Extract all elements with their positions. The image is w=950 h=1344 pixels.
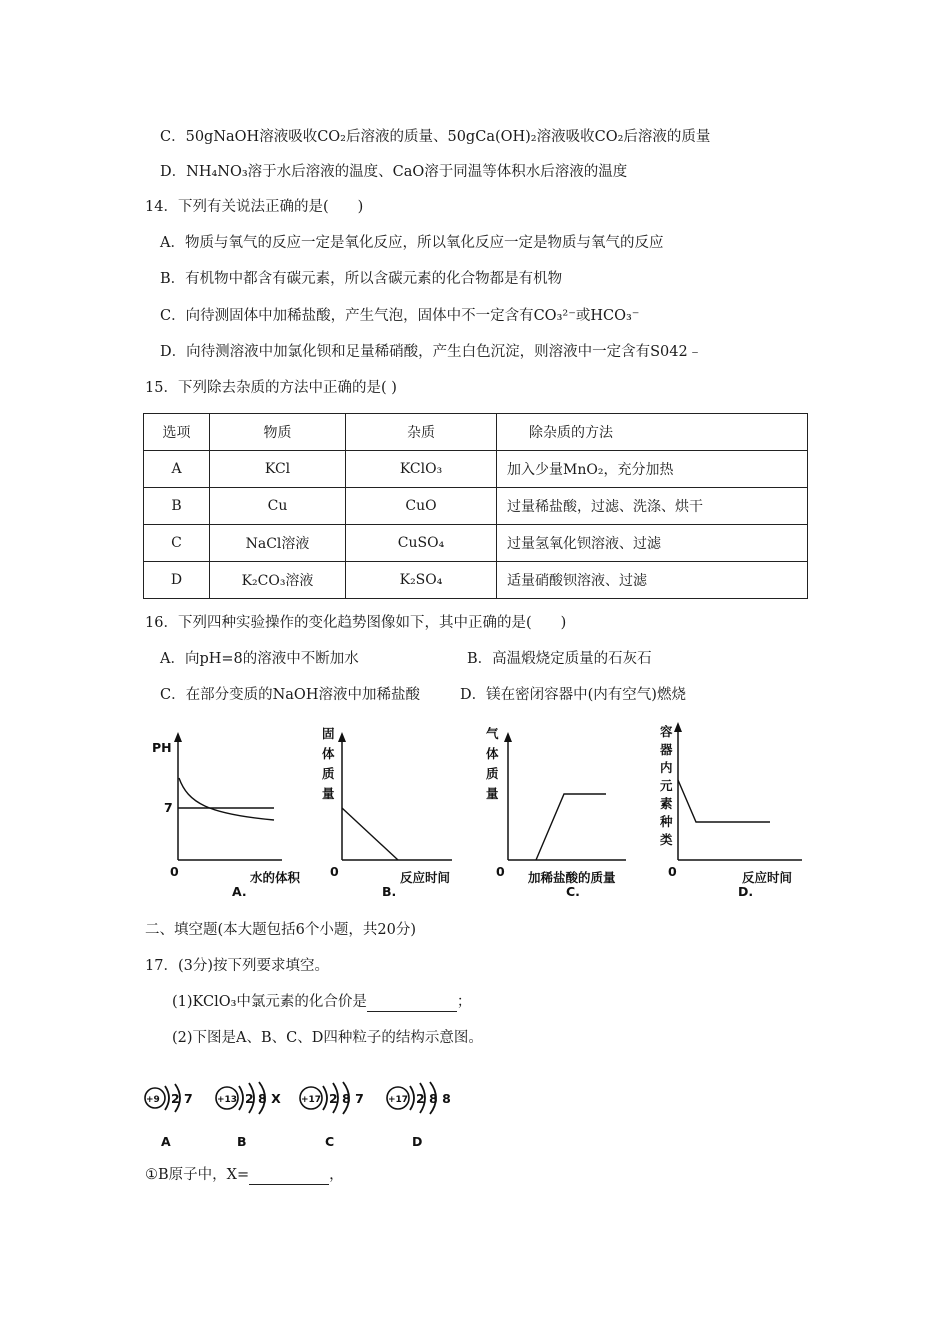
- table-cell: A: [144, 451, 210, 488]
- impurity-table: [143, 413, 808, 599]
- atom-c-shells: 2 8 7: [329, 1091, 364, 1106]
- table-cell: CuO: [346, 488, 497, 525]
- table-cell: KClO₃: [346, 451, 497, 488]
- atom-diagram-d: [384, 1082, 474, 1156]
- q17-part1-text: (1)KClO₃中氯元素的化合价是: [172, 994, 367, 1010]
- atom-d-shells: 2 8 8: [416, 1091, 451, 1106]
- q17-part1: [172, 992, 471, 1012]
- graph-b-letter: B.: [382, 884, 397, 899]
- table-row: [144, 451, 808, 488]
- graph-d-letter: D.: [738, 884, 754, 899]
- section-title: 二、填空题(本大题包括6个小题，共20分): [145, 922, 416, 938]
- atom-c-letter: C: [325, 1134, 335, 1149]
- atom-c-nucleus: +17: [301, 1095, 322, 1105]
- q17-sub1-end: ，: [329, 1167, 344, 1183]
- graph-b-origin: 0: [330, 864, 339, 879]
- graph-d-ylabel-2: 器: [660, 742, 673, 757]
- atom-d-letter: D: [412, 1134, 423, 1149]
- table-cell: KCl: [210, 451, 346, 488]
- q13-option-c: C．50gNaOH溶液吸收CO₂后溶液的质量、50gCa(OH)₂溶液吸收CO₂后溶液的质量: [160, 129, 711, 145]
- q13-option-d: D．NH₄NO₃溶于水后溶液的温度、CaO溶于同温等体积水后溶液的温度: [160, 164, 628, 180]
- atom-d-nucleus: +17: [388, 1095, 409, 1105]
- graph-d-ylabel-6: 种: [660, 814, 673, 829]
- q16-option-d: D．镁在密闭容器中(内有空气)燃烧: [460, 687, 686, 703]
- table-row: [144, 488, 808, 525]
- table-header: 除杂质的方法: [497, 414, 808, 451]
- atom-a-nucleus: +9: [146, 1095, 160, 1105]
- table-cell: 加入少量MnO₂，充分加热: [497, 451, 808, 488]
- q14-option-a: A．物质与氧气的反应一定是氧化反应，所以氧化反应一定是物质与氧气的反应: [160, 235, 664, 251]
- atom-b-shells: 2 8 X: [245, 1091, 281, 1106]
- atom-b-nucleus: +13: [217, 1095, 238, 1105]
- table-cell: 适量硝酸钡溶液、过滤: [497, 562, 808, 599]
- answer-blank[interactable]: [367, 995, 457, 1012]
- q16-option-c: C．在部分变质的NaOH溶液中加稀盐酸: [160, 687, 420, 703]
- graph-d-ylabel-1: 容: [660, 724, 673, 739]
- graph-b: [312, 718, 462, 898]
- answer-blank[interactable]: [249, 1168, 329, 1185]
- table-cell: Cu: [210, 488, 346, 525]
- table-header: 选项: [144, 414, 210, 451]
- table-row: [144, 562, 808, 599]
- graph-c-letter: C.: [566, 884, 580, 899]
- atom-b-letter: B: [237, 1134, 247, 1149]
- graph-d-origin: 0: [668, 864, 677, 879]
- graph-a-tick: 7: [164, 800, 173, 815]
- atom-diagram-a: [143, 1082, 223, 1156]
- graph-d-ylabel-5: 素: [660, 796, 673, 811]
- table-cell: 过量氢氧化钡溶液、过滤: [497, 525, 808, 562]
- q14-stem: 14．下列有关说法正确的是( ): [145, 199, 364, 215]
- graph-c: [478, 718, 638, 898]
- q14-option-b: B．有机物中都含有碳元素，所以含碳元素的化合物都是有机物: [160, 271, 563, 287]
- table-cell: K₂CO₃溶液: [210, 562, 346, 599]
- table-cell: D: [144, 562, 210, 599]
- graph-c-ylabel-3: 质: [486, 766, 499, 781]
- graph-c-xlabel: 加稀盐酸的质量: [528, 870, 616, 885]
- graph-d: [652, 718, 807, 898]
- q14-option-c: C．向待测固体中加稀盐酸，产生气泡，固体中不一定含有CO₃²⁻或HCO₃⁻: [160, 308, 640, 324]
- q17-part1-end: ；: [456, 994, 472, 1010]
- atom-a-letter: A: [161, 1134, 171, 1149]
- table-row: [144, 525, 808, 562]
- table-cell: B: [144, 488, 210, 525]
- graph-a-origin: 0: [170, 864, 179, 879]
- graph-d-ylabel-4: 元: [660, 778, 673, 793]
- graph-d-ylabel-3: 内: [660, 760, 673, 775]
- q14-option-d: D．向待测溶液中加氯化钡和足量稀硝酸，产生白色沉淀，则溶液中一定含有S042﹣: [160, 344, 703, 360]
- graph-d-ylabel-7: 类: [660, 832, 673, 847]
- graph-c-ylabel-4: 量: [486, 786, 499, 801]
- table-cell: K₂SO₄: [346, 562, 497, 599]
- graph-a-xlabel: 水的体积: [250, 870, 301, 885]
- q17-sub1-text: ①B原子中，X=: [145, 1167, 250, 1183]
- graph-c-ylabel-1: 气: [486, 726, 499, 741]
- q17-stem: 17．(3分)按下列要求填空。: [145, 958, 329, 974]
- table-cell: C: [144, 525, 210, 562]
- table-cell: NaCl溶液: [210, 525, 346, 562]
- q16-stem: 16．下列四种实验操作的变化趋势图像如下，其中正确的是( ): [145, 615, 567, 631]
- atom-diagram-c: [297, 1082, 387, 1156]
- atom-a-shells: 2 7: [171, 1091, 193, 1106]
- graph-a-letter: A.: [232, 884, 247, 899]
- graph-b-ylabel-4: 量: [322, 786, 335, 801]
- graph-b-ylabel-1: 固: [322, 726, 335, 741]
- q16-option-a: A．向pH=8的溶液中不断加水: [160, 651, 359, 667]
- atom-diagram-b: [213, 1082, 303, 1156]
- table-cell: CuSO₄: [346, 525, 497, 562]
- table-header: 杂质: [346, 414, 497, 451]
- q17-sub1: [145, 1165, 344, 1185]
- graph-a-ylabel: PH: [152, 740, 172, 755]
- graph-b-ylabel-3: 质: [322, 766, 335, 781]
- graph-b-ylabel-2: 体: [322, 746, 335, 761]
- graph-c-ylabel-2: 体: [486, 746, 499, 761]
- q15-stem: 15．下列除去杂质的方法中正确的是( ): [145, 380, 397, 396]
- q16-option-b: B．高温煅烧定质量的石灰石: [467, 651, 652, 667]
- graph-d-xlabel: 反应时间: [742, 870, 793, 885]
- graph-c-origin: 0: [496, 864, 505, 879]
- graph-a: [148, 718, 301, 899]
- table-cell: 过量稀盐酸，过滤、洗涤、烘干: [497, 488, 808, 525]
- graph-b-xlabel: 反应时间: [400, 870, 451, 885]
- table-header: 物质: [210, 414, 346, 451]
- q17-part2: (2)下图是A、B、C、D四种粒子的结构示意图。: [172, 1030, 483, 1046]
- table-header-row: [144, 414, 808, 451]
